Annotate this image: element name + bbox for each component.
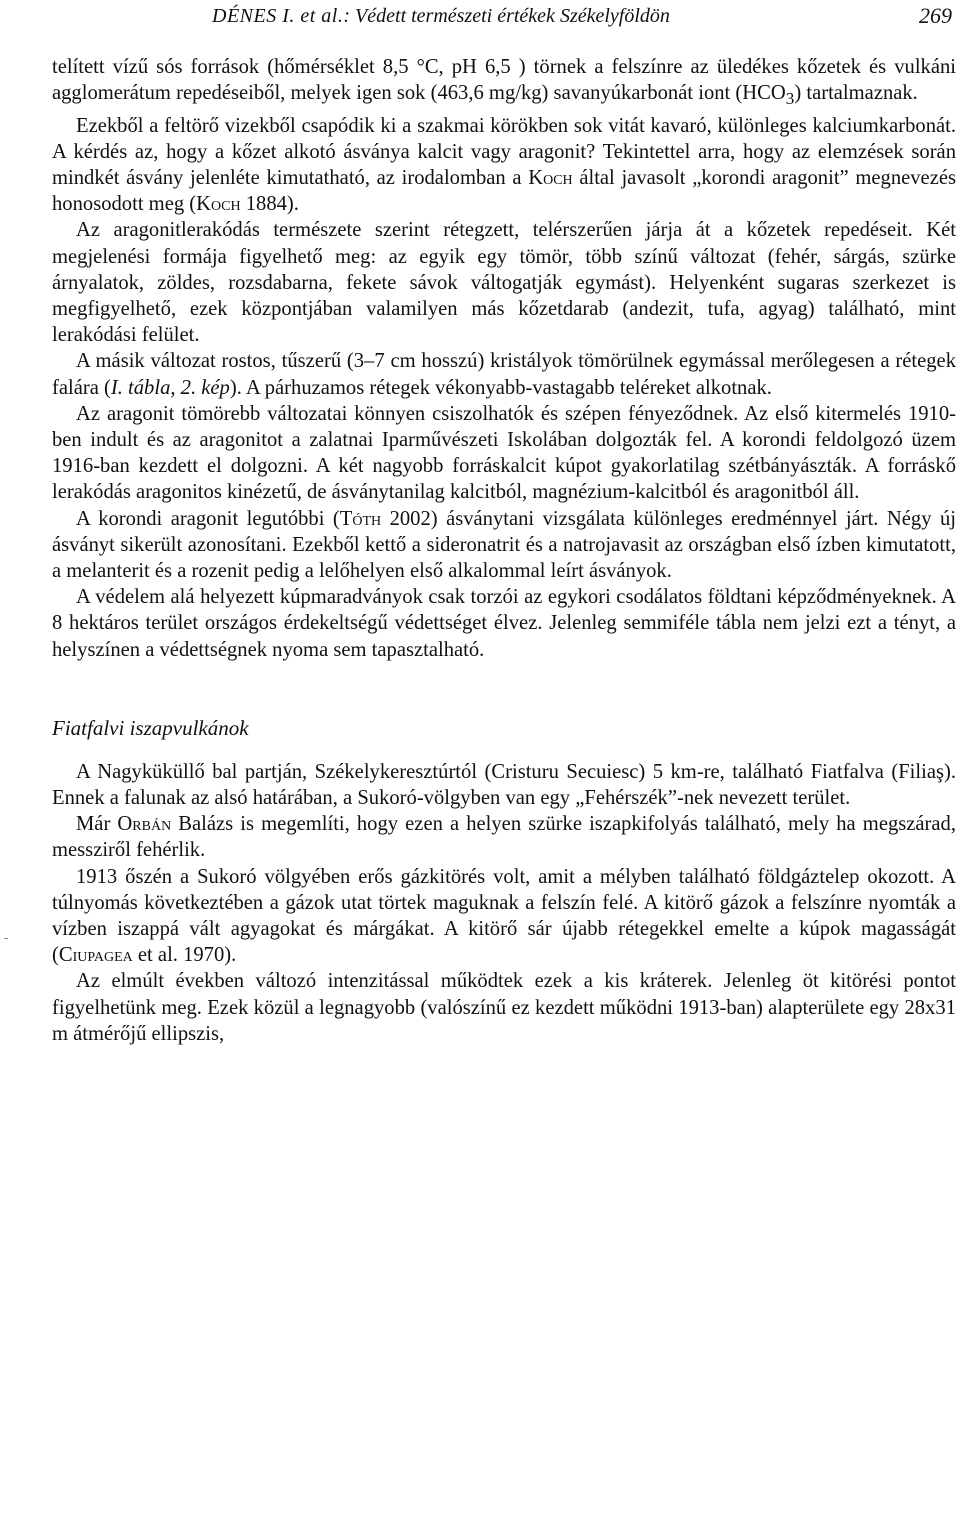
paragraph-text: Ezekből a feltörő vizekből csapódik ki a szakmai körökben sok vitát kavaró, különleges kalciumkarbonát. A kérdés az, hogy a kőzet alkotó ásványa kalcit vagy aragonit? Tekintettel arra, hogy az elemzések során mindkét ásvány jelenléte kimutatható, az irodalomban a	[52, 114, 956, 189]
paragraph-text: 1913 őszén a Sukoró völgyében erős gázkitörés volt, amit a mélyben található földgáztelep okozott. A túlnyomás következtében a gázok utat törtek maguknak a felszín felé. A kitörő gázok a felszínre nyomták a vízben iszappá vált agyagokat és márgákat. A kitörő sár újabb rétegekkel emelte a kúpok magasságát (	[52, 865, 956, 967]
paragraph	[52, 506, 956, 585]
paragraph	[52, 54, 956, 113]
author-citation: Orbán	[117, 813, 172, 836]
paragraph-text: által javasolt „korondi aragonit” megnevezés honosodott meg (	[52, 166, 956, 216]
author-citation: Koch	[528, 166, 573, 189]
running-head-title	[212, 0, 670, 36]
paragraph-text: Az aragonitlerakódás természete szerint rétegzett, telérszerűen járja át a kőzetek repedéseit. Két megjelenési formája figyelhető meg: az egyik egy tömör, több színű változat (fehér, sárgás, szürke árnyalatok, zöldes, rozsdabarna, fekete sávok váltogatják egymást). Helyenként sugaras szerkezet is megfigyelhető, ezek központjában valamilyen más kőzetdarab (andezit, tufa, agyag) található, mint lerakódási felület.	[52, 219, 956, 347]
paragraph	[52, 401, 956, 506]
author-citation: Ciupagea	[58, 944, 133, 967]
page-number: 269	[919, 3, 952, 28]
paragraph	[52, 811, 956, 863]
paragraph-text: ) tartalmaznak.	[794, 82, 918, 105]
paragraph-text: Az elmúlt években változó intenzitással működtek ezek a kis kráterek. Jelenleg öt kitörési pontot figyelhetünk meg. Ezek közül a legnagyobb (valószínű ez kezdett működni 1913-ban) alapterülete egy 28x31 m átmérőjű ellipszis,	[52, 970, 956, 1045]
paragraph-text: Az aragonit tömörebb változatai könnyen csiszolhatók és szépen fényeződnek. Az első kitermelés 1910-ben indult és az aragonitot a zalatnai Iparművészeti Iskolában dolgozták fel. A korondi feldolgozó üzem 1916-ban kezdett el dolgozni. A két nagyobb forráskalcit kúpot gyakorlatilag szétbányászták. A forráskő lerakódás aragonitos kinézetű, de ásványtanilag kalcitból, magnézium-kalcitból és aragonitból áll.	[52, 402, 956, 504]
paragraph-text: Balázs is megemlíti, hogy ezen a helyen szürke iszapkifolyás található, mely ha megszárad, messziről fehérlik.	[52, 813, 956, 862]
author-citation: Tóth	[339, 507, 382, 530]
paragraph-text: 2002) ásványtani vizsgálata különleges eredménnyel járt. Négy új ásványt sikerült azonosítani. Ezekből kettő a sideronatrit és a natrojavasit az országban első ízben kimutatott, a melanterit és a rozenit pedig a lelőhelyen első alkalommal leírt ásványok.	[52, 507, 956, 582]
author-citation: Koch	[196, 193, 241, 216]
paragraph	[52, 217, 956, 348]
paragraph	[52, 348, 956, 400]
paragraph-text: 1884).	[240, 193, 299, 216]
paragraph-text: A korondi aragonit legutóbbi (	[76, 507, 340, 530]
margin-mark	[4, 938, 8, 939]
paragraph-text: Már	[76, 813, 118, 836]
page	[52, 0, 956, 1047]
paragraph-text: A Nagyküküllő bal partján, Székelykeresztúrtól (Cristuru Secuiesc) 5 km-re, található Fiatfalva (Filiaş). Ennek a falunak az alsó határában, a Sukoró-völgyben van egy „Fehérszék”-nek nevezett terület.	[52, 760, 956, 809]
paragraph	[52, 968, 956, 1047]
paragraph-text: A védelem alá helyezett kúpmaradványok csak torzói az egykori csodálatos földtani képződményeknek. A 8 hektáros terület országos érdekeltségű védettséget élvez. Jelenleg semmiféle tábla nem jelzi ezt a tényt, a helyszínen a védettségnek nyoma sem tapasztalható.	[52, 586, 956, 661]
subscript: 3	[785, 89, 795, 109]
paragraph	[52, 864, 956, 969]
paragraph-text: ). A párhuzamos rétegek vékonyabb-vastagabb teléreket alkotnak.	[229, 376, 772, 399]
running-head	[52, 0, 956, 40]
body-text	[52, 54, 956, 1047]
paragraph-text: telített vízű sós források (hőmérséklet 8,5 °C, pH 6,5 ) törnek a felszínre az üledékes kőzetek és vulkáni agglomerátum repedéseiből, melyek igen sok (463,6 mg/kg) savanyúkarbonát iont (HCO	[52, 56, 956, 105]
paragraph-text: A másik változat rostos, tűszerű (3–7 cm hosszú) kristályok tömörülnek egymással merőlegesen a rétegek falára (	[52, 350, 956, 399]
plate-reference: I. tábla, 2. kép	[110, 376, 230, 399]
paragraph-text: et al. 1970).	[132, 944, 237, 967]
running-head-author: DÉNES I. et al.	[212, 5, 344, 27]
section-title: Fiatfalvi iszapvulkánok	[52, 715, 249, 740]
paragraph	[52, 759, 956, 811]
paragraph	[52, 113, 956, 218]
running-head-journal-title: : Védett természeti értékek Székelyföldön	[343, 5, 670, 27]
paragraph	[52, 584, 956, 663]
